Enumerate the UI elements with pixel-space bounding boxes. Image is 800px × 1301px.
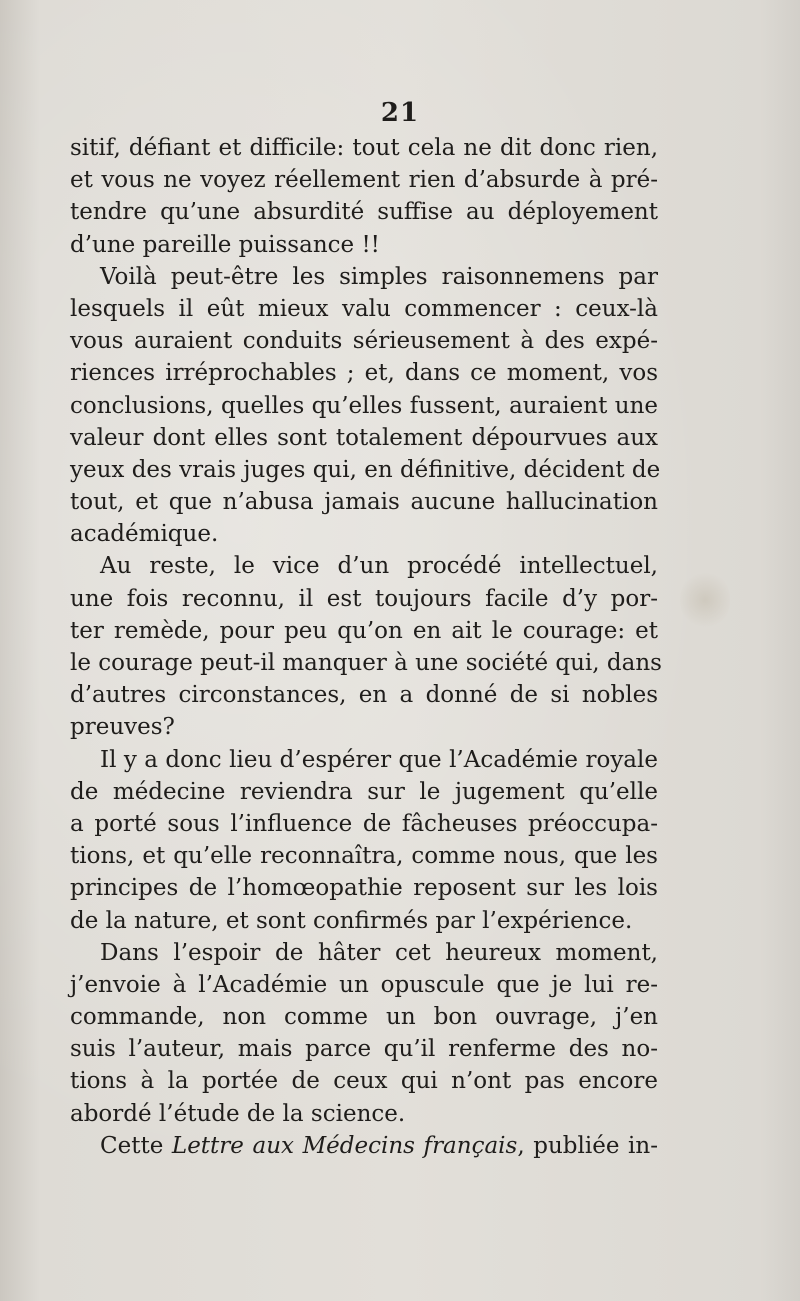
body-text xyxy=(70,132,662,1162)
text-line: Il y a donc lieu d’espérer que l’Académie royale xyxy=(100,746,658,773)
text-line: tout, et que n’abusa jamais aucune hallucination xyxy=(70,489,658,516)
text-line: et vous ne voyez réellement rien d’absurde à pré- xyxy=(70,167,658,194)
text-line: principes de l’homœopathie reposent sur les lois xyxy=(70,875,658,902)
book-title: Lettre aux Médecins français xyxy=(171,1132,518,1159)
text-line: lesquels il eût mieux valu commencer : ceux-là xyxy=(70,295,658,322)
text-line: vous auraient conduits sérieusement à des expé- xyxy=(70,328,658,355)
text-line: suis l’auteur, mais parce qu’il renferme des no- xyxy=(70,1036,658,1063)
text-line: valeur dont elles sont totalement dépourvues aux xyxy=(70,424,658,451)
text-line: d’autres circonstances, en a donné de si nobles xyxy=(70,682,658,709)
text-line: abordé l’étude de la science. xyxy=(70,1100,406,1127)
text-line: j’envoie à l’Académie un opuscule que je lui re- xyxy=(70,971,658,998)
text-line: tendre qu’une absurdité suffise au déployement xyxy=(70,199,658,226)
text-line: sitif, défiant et difficile: tout cela ne dit donc rien, xyxy=(70,135,658,161)
text-line: Au reste, le vice d’un procédé intellectuel, xyxy=(100,553,658,580)
text-line: a porté sous l’influence de fâcheuses préoccupa- xyxy=(70,810,658,837)
text-line: ter remède, pour peu qu’on en ait le courage: et xyxy=(70,617,658,644)
text-line: tions à la portée de ceux qui n’ont pas encore xyxy=(70,1068,658,1095)
paper-stain xyxy=(680,570,730,630)
text-line: conclusions, quelles qu’elles fussent, auraient une xyxy=(70,392,658,419)
text-line: riences irréprochables ; et, dans ce moment, vos xyxy=(70,360,658,387)
text-line: yeux des vrais juges qui, en définitive, décident de xyxy=(70,456,661,483)
page-number: 21 xyxy=(380,98,420,128)
final-line-start: Cette xyxy=(100,1132,164,1159)
text-line: le courage peut-il manquer à une société qui, dans xyxy=(70,650,662,676)
text-line: Dans l’espoir de hâter cet heureux moment, xyxy=(100,939,658,966)
text-line: tions, et qu’elle reconnaîtra, comme nous, que les xyxy=(70,843,658,870)
text-line: de la nature, et sont confirmés par l’expérience. xyxy=(70,907,633,934)
text-line: de médecine reviendra sur le jugement qu’elle xyxy=(70,778,658,805)
text-line xyxy=(70,1130,658,1162)
final-line-end: , publiée in- xyxy=(517,1132,658,1159)
text-line: académique. xyxy=(70,521,219,548)
text-line: Voilà peut-être les simples raisonnemens par xyxy=(100,263,658,290)
text-line: commande, non comme un bon ouvrage, j’en xyxy=(70,1004,658,1031)
text-line: une fois reconnu, il est toujours facile d’y por- xyxy=(70,585,658,612)
text-line: preuves? xyxy=(70,714,175,741)
text-line: d’une pareille puissance !! xyxy=(70,231,380,258)
